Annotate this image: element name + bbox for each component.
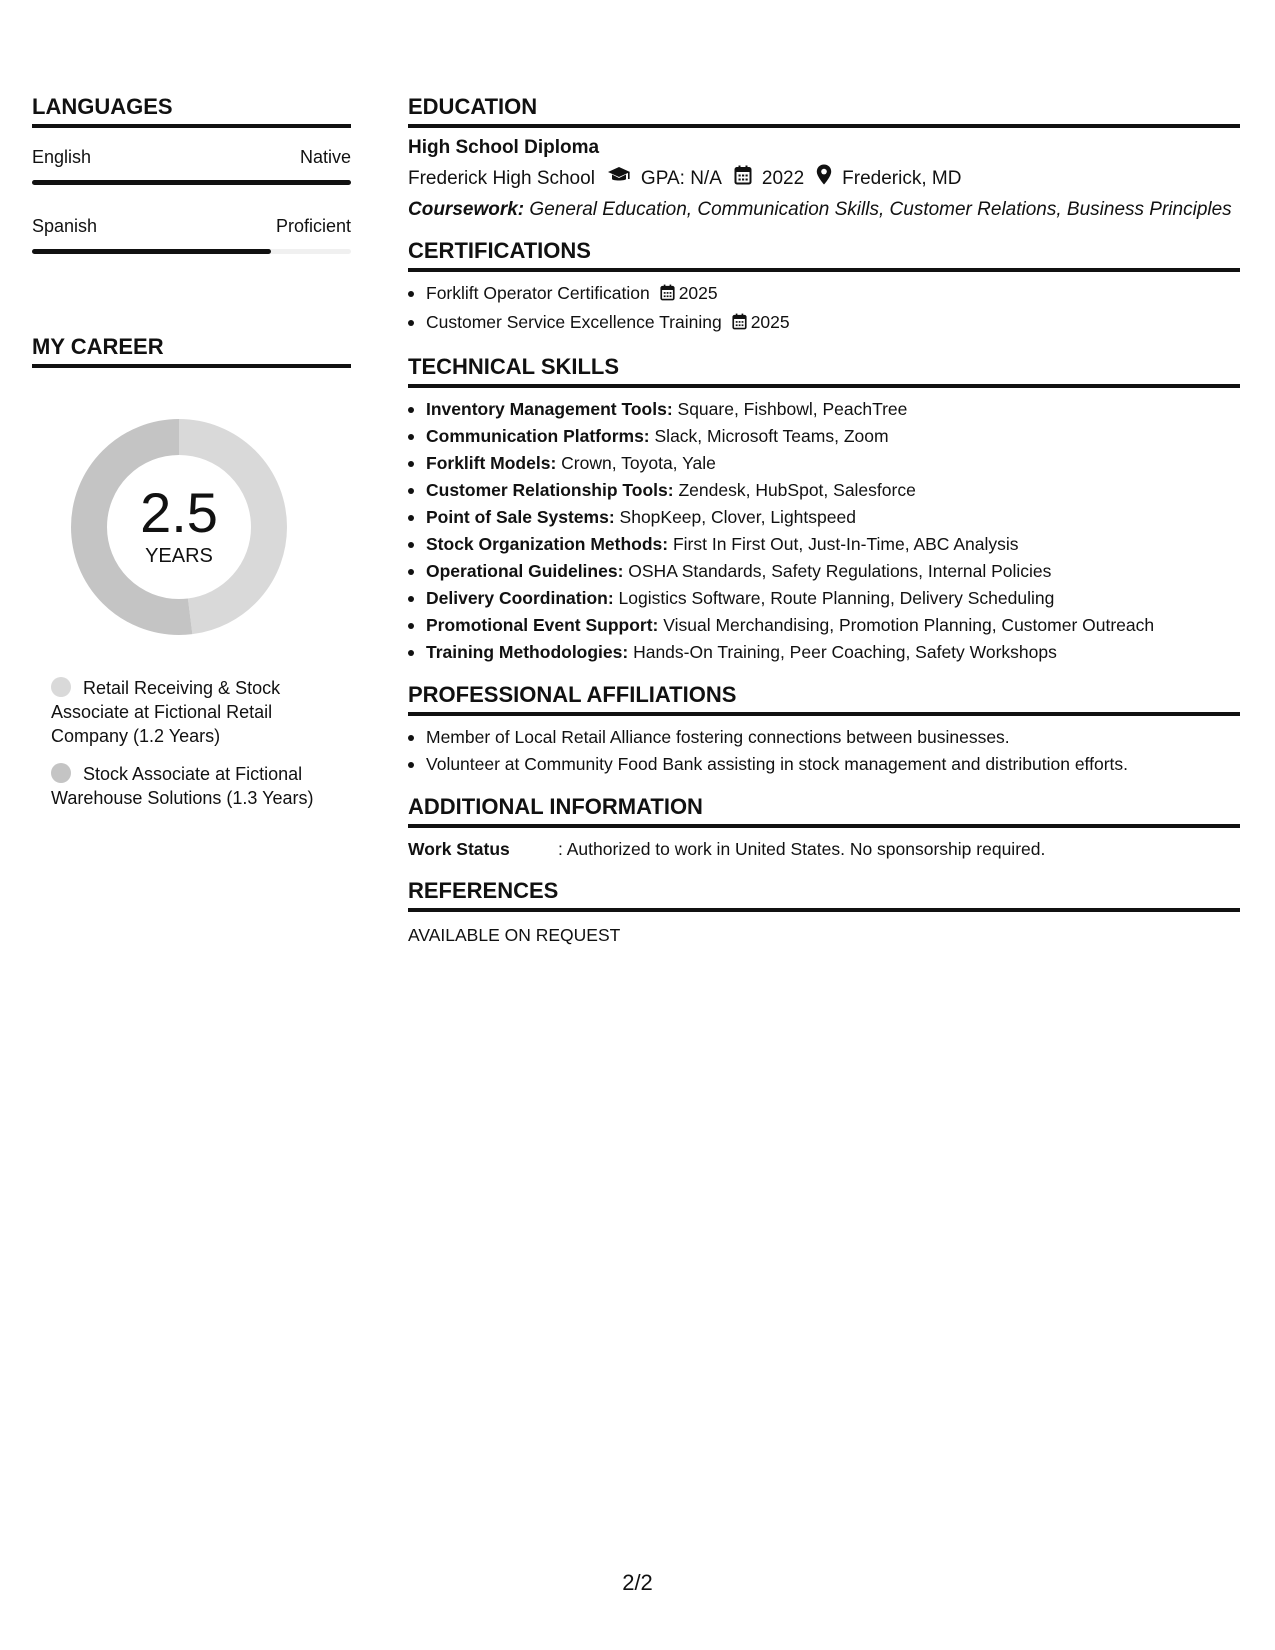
skill-value: Hands-On Training, Peer Coaching, Safety Workshops — [628, 642, 1057, 662]
education-details — [408, 164, 1240, 193]
language-name: English — [32, 147, 92, 167]
career-total-value: 2.5 — [140, 481, 218, 544]
skill-label: Customer Relationship Tools: — [426, 480, 674, 500]
language-item — [32, 128, 351, 197]
skill-item — [408, 396, 1240, 423]
certifications-list — [408, 280, 1240, 338]
right-column — [408, 94, 1240, 964]
education-section — [408, 94, 1240, 222]
certification-year: 2025 — [750, 312, 790, 332]
certifications-section — [408, 238, 1240, 338]
career-legend-item — [51, 762, 341, 810]
skill-label: Stock Organization Methods: — [426, 534, 669, 554]
calendar-icon — [734, 165, 752, 193]
career-legend — [32, 676, 351, 810]
career-total-unit: YEARS — [145, 545, 213, 567]
skill-label: Promotional Event Support: — [426, 615, 659, 635]
language-level: Native — [299, 147, 351, 167]
legend-label: Retail Receiving & Stock Associate at Fictional Retail Company (1.2 Years) — [51, 678, 281, 746]
certifications-heading: CERTIFICATIONS — [408, 238, 1240, 272]
certification-name: Customer Service Excellence Training — [426, 312, 722, 332]
language-item — [32, 197, 351, 266]
page-number: 2/2 — [622, 1570, 653, 1595]
skill-label: Forklift Models: — [426, 453, 557, 473]
skill-value: OSHA Standards, Safety Regulations, Internal Policies — [623, 561, 1052, 581]
education-year: 2022 — [761, 167, 805, 189]
skill-item — [408, 585, 1240, 612]
education-coursework — [408, 198, 1240, 222]
skill-label: Delivery Coordination: — [426, 588, 614, 608]
technical-skills-heading: TECHNICAL SKILLS — [408, 354, 1240, 388]
additional-info-heading: ADDITIONAL INFORMATION — [408, 794, 1240, 828]
calendar-icon — [660, 282, 675, 309]
skill-item — [408, 639, 1240, 666]
skill-value: Logistics Software, Route Planning, Delivery Scheduling — [613, 588, 1055, 608]
affiliation-item: Volunteer at Community Food Bank assisting in stock management and distribution efforts. — [408, 751, 1240, 778]
graduation-cap-icon — [607, 166, 631, 192]
affiliations-section — [408, 682, 1240, 778]
education-school: Frederick High School — [408, 167, 595, 189]
certification-name: Forklift Operator Certification — [426, 283, 650, 303]
left-column — [32, 94, 351, 824]
education-heading: EDUCATION — [408, 94, 1240, 128]
work-status-value: : Authorized to work in United States. No sponsorship required. — [558, 839, 1046, 859]
skill-item — [408, 423, 1240, 450]
work-status-label: Work Status — [408, 839, 510, 859]
calendar-icon — [732, 311, 747, 338]
skill-value: Zendesk, HubSpot, Salesforce — [673, 480, 916, 500]
career-heading: MY CAREER — [32, 334, 351, 368]
coursework-label: Coursework: — [408, 199, 525, 220]
references-section — [408, 878, 1240, 948]
legend-dot — [51, 763, 71, 783]
legend-label: Stock Associate at Fictional Warehouse Solutions (1.3 Years) — [51, 764, 314, 808]
skill-item — [408, 477, 1240, 504]
legend-dot — [51, 677, 71, 697]
skill-item — [408, 612, 1240, 639]
skill-value: ShopKeep, Clover, Lightspeed — [614, 507, 856, 527]
map-pin-icon — [816, 164, 832, 193]
additional-info-section — [408, 794, 1240, 862]
skill-value: Visual Merchandising, Promotion Planning, Customer Outreach — [658, 615, 1155, 635]
career-legend-item — [51, 676, 341, 748]
career-donut-chart — [64, 412, 294, 642]
skill-item — [408, 558, 1240, 585]
skill-label: Communication Platforms: — [426, 426, 650, 446]
language-proficiency-bar — [32, 249, 351, 254]
language-proficiency-fill — [32, 249, 271, 254]
skill-item — [408, 450, 1240, 477]
language-name: Spanish — [32, 216, 98, 236]
references-text: AVAILABLE ON REQUEST — [408, 925, 621, 945]
skill-label: Operational Guidelines: — [426, 561, 624, 581]
skill-label: Inventory Management Tools: — [426, 399, 673, 419]
skill-value: Square, Fishbowl, PeachTree — [672, 399, 908, 419]
skill-value: Slack, Microsoft Teams, Zoom — [649, 426, 889, 446]
certification-year: 2025 — [678, 283, 718, 303]
education-location: Frederick, MD — [842, 167, 962, 189]
languages-heading: LANGUAGES — [32, 94, 351, 128]
skill-label: Point of Sale Systems: — [426, 507, 615, 527]
education-degree: High School Diploma — [408, 137, 600, 158]
references-heading: REFERENCES — [408, 878, 1240, 912]
affiliations-list — [408, 724, 1240, 778]
certification-item — [408, 309, 1240, 338]
language-level: Proficient — [275, 216, 351, 236]
skill-label: Training Methodologies: — [426, 642, 629, 662]
language-proficiency-bar — [32, 180, 351, 185]
education-gpa: GPA: N/A — [640, 167, 722, 189]
work-status-row — [408, 836, 1240, 862]
technical-skills-section — [408, 354, 1240, 666]
skill-item — [408, 531, 1240, 558]
affiliations-heading: PROFESSIONAL AFFILIATIONS — [408, 682, 1240, 716]
skill-value: First In First Out, Just-In-Time, ABC Analysis — [668, 534, 1019, 554]
language-proficiency-fill — [32, 180, 351, 185]
affiliation-item: Member of Local Retail Alliance fostering connections between businesses. — [408, 724, 1240, 751]
coursework-text: General Education, Communication Skills, Customer Relations, Business Principles — [524, 199, 1232, 220]
skill-value: Crown, Toyota, Yale — [556, 453, 716, 473]
technical-skills-list — [408, 396, 1240, 666]
certification-item — [408, 280, 1240, 309]
skill-item — [408, 504, 1240, 531]
